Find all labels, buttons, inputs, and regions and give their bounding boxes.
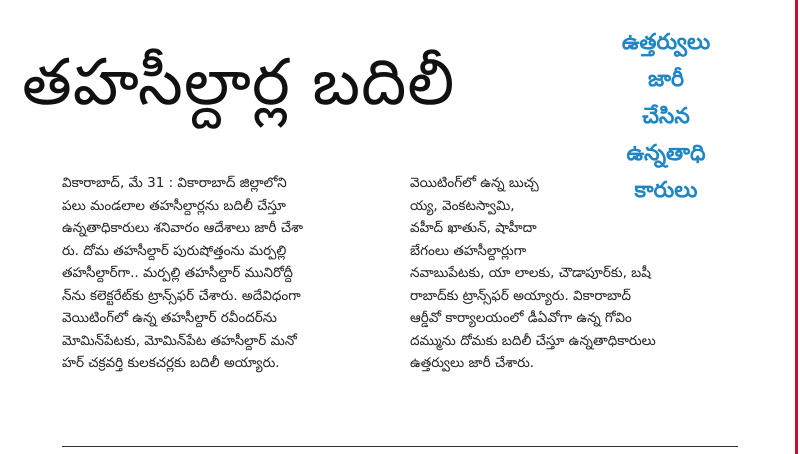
- body-line: ఉత్తర్వులు జారీ చేశారు.: [410, 355, 535, 371]
- article-body-right-column: [410, 172, 740, 375]
- body-line: దమ్మును దోమకు బదిలీ చేస్తూ ఉన్నతాధికారులు: [410, 332, 656, 349]
- body-line: వెయిటింగ్‌లో ఉన్న బుచ్చ: [410, 175, 539, 191]
- body-line: వహీద్ ఖాతున్, షాహీదా: [410, 220, 537, 236]
- subhead-line: కారులు: [634, 178, 698, 203]
- article-bottom-divider: [62, 446, 738, 447]
- page-edge-accent-rule: [795, 0, 798, 454]
- body-line: రు. దోమ తహసీల్దార్ పురుషోత్తంను మర్పల్లి: [62, 242, 287, 259]
- body-line: ఆర్డీవో కార్యాలయంలో డీఏవోగా ఉన్న గోవిం: [410, 310, 632, 326]
- subhead-line: చేసిన: [642, 104, 690, 129]
- body-line: తహసీల్దార్‌గా.. మర్పల్లి తహసీల్దార్ మునిరోద్దీ: [62, 265, 293, 281]
- body-line: వికారాబాద్, మే 31 : వికారాబాద్ జిల్లాలోని: [62, 175, 287, 191]
- body-line: పలు మండలాల తహసీల్దార్లను బదిలీ చేస్తూ: [62, 197, 286, 214]
- subhead-line: జారీ: [647, 67, 685, 92]
- body-line: బేగంలు తహసీల్దార్లుగా: [410, 242, 527, 259]
- body-line: హర్ చక్రవర్తి కులకచర్లకు బదిలీ అయ్యారు.: [62, 355, 280, 371]
- article-body-left-column: [62, 172, 402, 375]
- body-line: ఉన్నతాధికారులు శనివారం ఆదేశాలు జారీ చేశా: [62, 220, 303, 236]
- body-line: రాబాద్‌కు ట్రాన్స్‌ఫర్ అయ్యారు. వికారాబాద్: [410, 287, 632, 304]
- article-headline: తహసీల్దార్ల బదిలీ: [22, 46, 456, 120]
- body-line: నవాబుపేటకు, యా లాలకు, చౌడాపూర్‌కు, బషీ: [410, 265, 651, 281]
- subhead-line: ఉత్తర్వులు: [621, 30, 711, 55]
- body-line: వెయిటింగ్‌లో ఉన్న తహసీల్దార్ రవీందర్‌ను: [62, 310, 277, 326]
- body-line: న్‌ను కలెక్టరేట్‌కు ట్రాన్స్‌ఫర్ చేశారు. అదేవిధంగా: [62, 287, 301, 304]
- body-line: య్య, వెంకటస్వామి,: [410, 197, 515, 214]
- subhead-line: ఉన్నతాధి: [626, 141, 706, 166]
- right-column-narrow-block: [410, 172, 610, 262]
- body-line: మోమిన్‌పేటకు, మోమిన్‌పేట తహసీల్దార్ మనో: [62, 332, 297, 349]
